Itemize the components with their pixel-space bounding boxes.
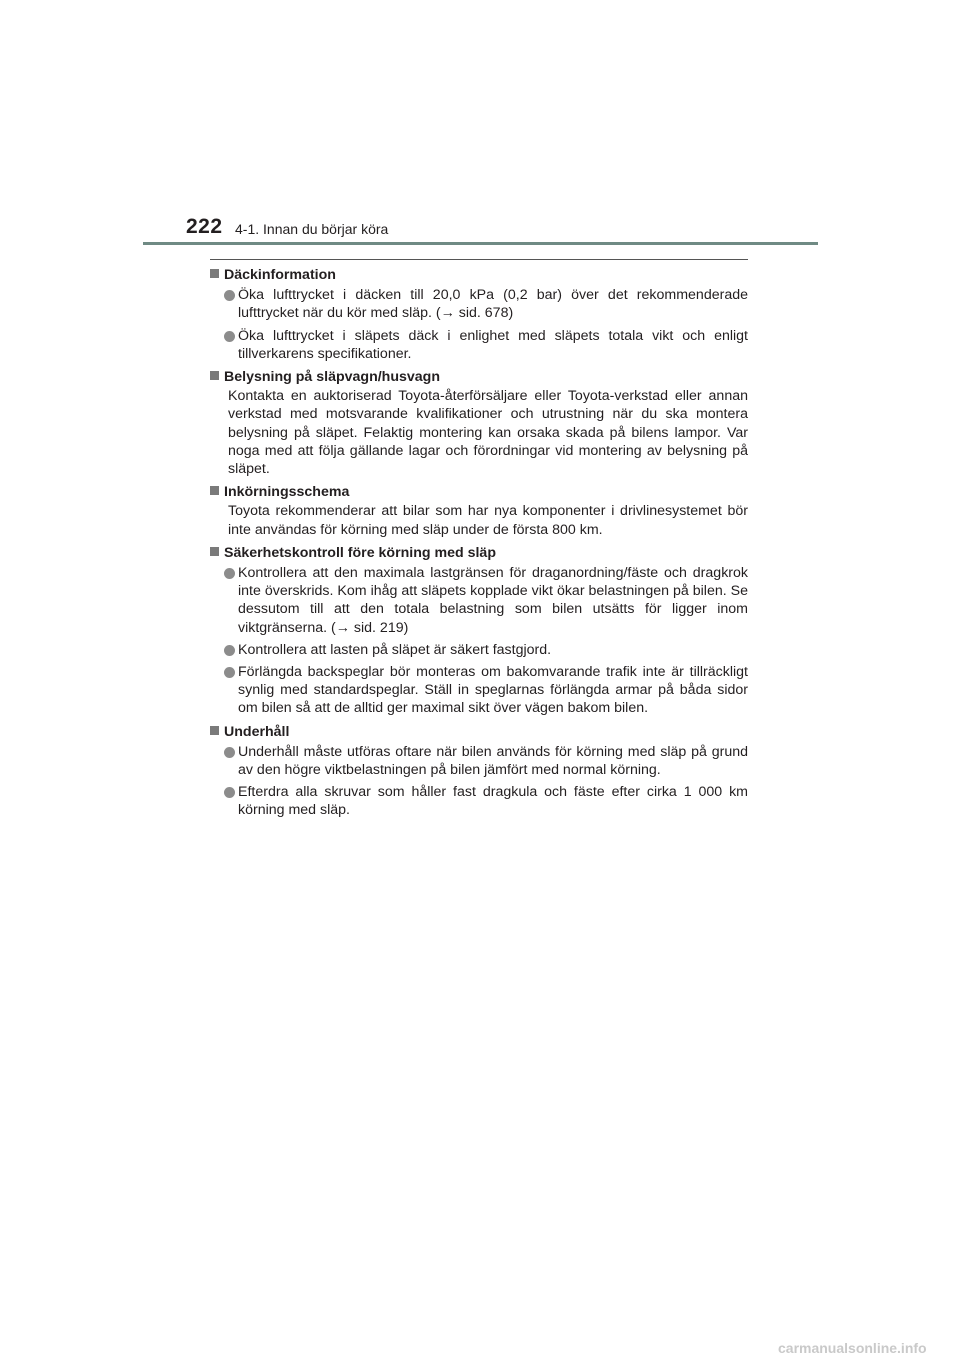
list-item-text: Öka lufttrycket i däcken till 20,0 kPa (0,2 bar) över det rekommenderade lufttrycket när du kör med släp. (→ sid. 678) (238, 287, 748, 322)
section-title: 4-1. Innan du börjar köra (235, 221, 389, 237)
circle-bullet-icon (224, 787, 235, 798)
page-content (210, 259, 748, 825)
section-heading (210, 723, 748, 741)
section-heading (210, 483, 748, 501)
circle-bullet-icon (224, 568, 235, 579)
section-heading (210, 266, 748, 284)
section-heading-text: Belysning på släpvagn/husvagn (224, 369, 441, 386)
section-heading-text: Säkerhetskontroll före körning med släp (224, 544, 496, 561)
square-bullet-icon (210, 269, 219, 278)
list-item (224, 663, 748, 718)
circle-bullet-icon (224, 331, 235, 342)
list-item (224, 743, 748, 779)
header-rule (143, 242, 818, 245)
section-heading (210, 368, 748, 386)
list-item (224, 286, 748, 322)
circle-bullet-icon (224, 645, 235, 656)
list-item (224, 783, 748, 819)
page-number: 222 (186, 215, 223, 238)
section-tire-info (210, 266, 748, 363)
section-heading-text: Underhåll (224, 723, 290, 740)
site-watermark: carmanualsonline.info (778, 1340, 927, 1356)
list-item-text: Öka lufttrycket i släpets däck i enlighet med släpets totala vikt och enligt tillverkarens specifikationer. (238, 327, 748, 362)
circle-bullet-icon (224, 747, 235, 758)
list-item-text: Underhåll måste utföras oftare när bilen används för körning med släp på grund av den högre viktbelastningen på bilen jämfört med normal körning. (238, 743, 748, 779)
section-safety-check (210, 544, 748, 718)
section-maintenance (210, 723, 748, 820)
square-bullet-icon (210, 726, 219, 735)
section-heading-text: Inkörningsschema (224, 484, 350, 501)
list-item-text: Kontrollera att den maximala lastgränsen för draganordning/fäste och dragkrok inte överskrids. Kom ihåg att släpets kopplade vikt ökar belastningen på bilen. Se dessutom till att den totala belastning som bilen utsätts för ligger inom viktgränserna. (→ sid. 219) (238, 565, 748, 636)
section-paragraph: Toyota rekommenderar att bilar som har nya komponenter i drivlinesystemet bör inte användas för körning med släp under de första 800 km. (228, 503, 748, 538)
section-trailer-lighting (210, 368, 748, 478)
section-paragraph: Kontakta en auktoriserad Toyota-återförsäljare eller Toyota-verkstad eller annan verkstad med motsvarande kvalifikationer och utrustning när du ska montera belysning på släpet. Felaktig montering kan orsaka skada på bilens lampor. Var noga med att följa gällande lagar och förordningar vid montering av belysning på släpet. (228, 388, 748, 478)
section-heading-text: Däckinformation (224, 267, 336, 283)
circle-bullet-icon (224, 290, 235, 301)
page-header (0, 0, 960, 250)
list-item (224, 641, 748, 659)
square-bullet-icon (210, 371, 219, 380)
section-break-in (210, 483, 748, 539)
square-bullet-icon (210, 486, 219, 495)
list-item-text: Förlängda backspeglar bör monteras om bakomvarande trafik inte är tillräckligt synlig med standardspeglar. Ställ in speglarnas förlängda armar på båda sidor om bilen så att de alltid ger maximal sikt över vägen bakom bilen. (238, 664, 748, 717)
section-heading (210, 544, 748, 562)
list-item-text: Kontrollera att lasten på släpet är säkert fastgjord. (238, 641, 552, 658)
list-item (224, 327, 748, 363)
list-item (224, 564, 748, 637)
square-bullet-icon (210, 547, 219, 556)
circle-bullet-icon (224, 667, 235, 678)
list-item-text: Efterdra alla skruvar som håller fast dragkula och fäste efter cirka 1 000 km körning med släp. (238, 784, 748, 819)
